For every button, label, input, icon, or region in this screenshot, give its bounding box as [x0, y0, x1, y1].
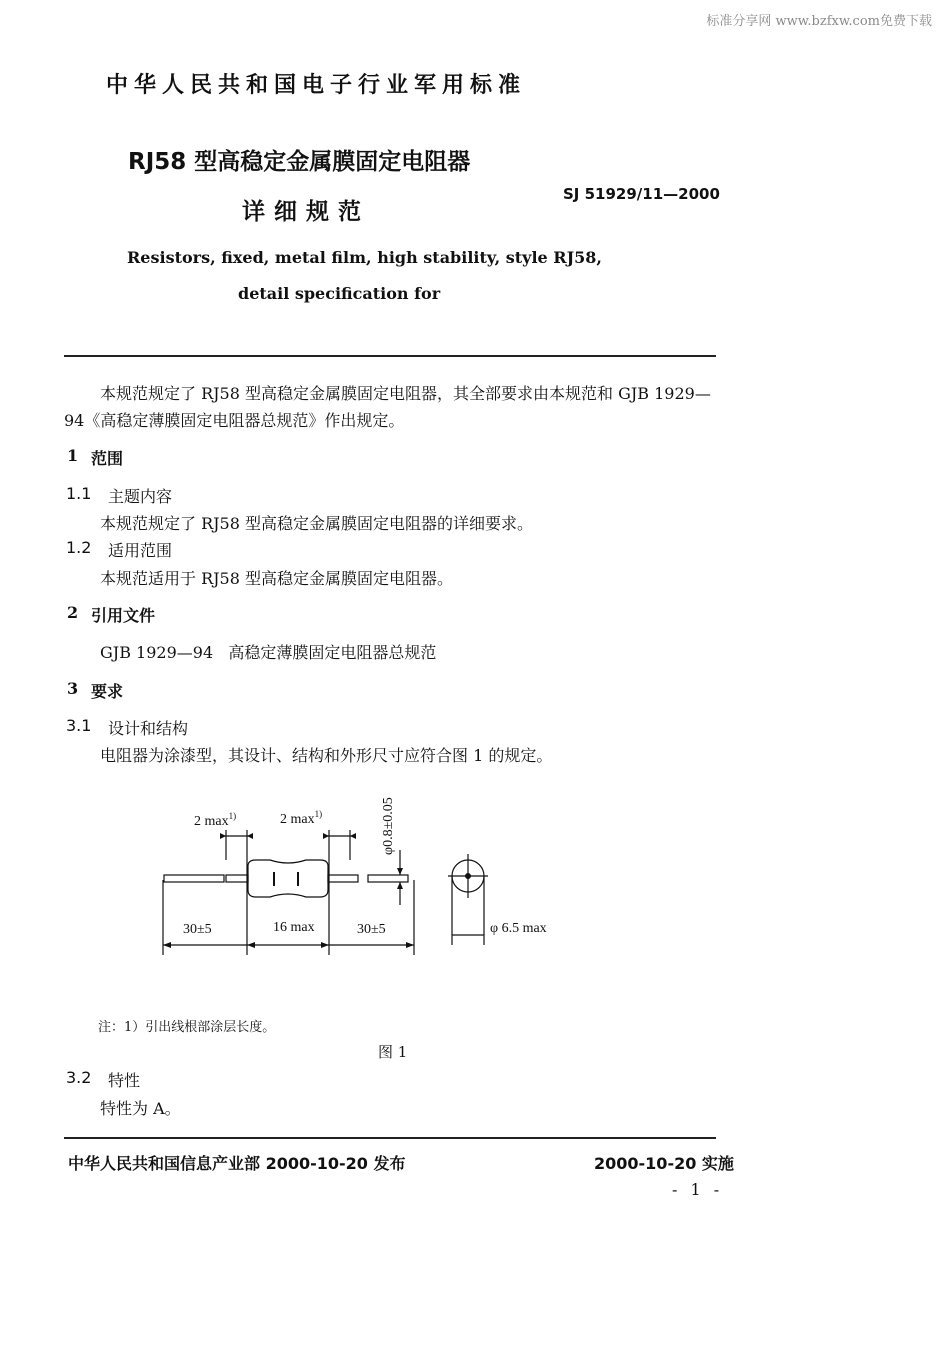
section-1-number: 1	[67, 446, 79, 465]
label-lead-left: 30±5	[183, 922, 212, 937]
english-title-line2: detail specification for	[238, 284, 441, 303]
section-3-1-text: 电阻器为涂漆型，其设计、结构和外形尺寸应符合图 1 的规定。	[100, 746, 553, 765]
figure-caption: 图 1	[378, 1043, 408, 1061]
arrow-a8	[350, 833, 356, 839]
section-1-2-text: 本规范适用于 RJ58 型高稳定金属膜固定电阻器。	[100, 569, 453, 588]
arrow-a6	[247, 833, 253, 839]
footer-divider	[64, 1137, 716, 1139]
arrow-a7	[323, 833, 329, 839]
section-3-2-text: 特性为 A。	[100, 1099, 181, 1118]
label-body-diameter: φ 6.5 max	[490, 921, 547, 936]
section-1-2-title: 适用范围	[108, 541, 173, 560]
intro-paragraph-line2: 94《高稳定薄膜固定电阻器总规范》作出规定。	[64, 411, 405, 430]
document-title-line2: 详细规范	[242, 199, 370, 225]
section-1-1-title: 主题内容	[108, 487, 173, 506]
label-body-length: 16 max	[273, 920, 315, 935]
label-lead-right: 30±5	[357, 922, 386, 937]
label-coat-right: 2 $\max^{1)}$	[280, 809, 323, 827]
resistor-body	[248, 860, 328, 897]
left-lead-outer	[164, 875, 224, 882]
arrow-a4	[406, 942, 414, 948]
watermark-text: 标准分享网 www.bzfxw.com免费下载	[706, 14, 932, 29]
section-3-2-title: 特性	[108, 1071, 141, 1090]
header-divider	[64, 355, 716, 357]
section-1-1-text: 本规范规定了 RJ58 型高稳定金属膜固定电阻器的详细要求。	[100, 514, 533, 533]
arrow-a1	[247, 942, 255, 948]
issue-statement: 中华人民共和国信息产业部 2000-10-20 发布	[68, 1154, 406, 1173]
left-lead-inner	[226, 875, 248, 882]
section-3-number: 3	[67, 679, 79, 698]
page-number: - 1 -	[672, 1180, 724, 1199]
lead-center-dot	[465, 873, 471, 879]
english-title-line1: Resistors, fixed, metal film, high stability, style RJ58,	[127, 248, 602, 267]
section-2-title: 引用文件	[91, 606, 156, 625]
arrow-a3	[163, 942, 171, 948]
effective-date: 2000-10-20 实施	[594, 1154, 734, 1173]
arrow-a5	[220, 833, 226, 839]
label-coat-left: 2 $\max^{1)}$	[194, 811, 237, 829]
section-3-1-number: 3.1	[66, 716, 92, 735]
right-lead-inner	[328, 875, 358, 882]
document-title-line1: RJ58 型高稳定金属膜固定电阻器	[128, 149, 471, 175]
right-lead-outer	[368, 875, 408, 882]
intro-paragraph-line1: 本规范规定了 RJ58 型高稳定金属膜固定电阻器，其全部要求由本规范和 GJB 1929—	[100, 384, 711, 403]
section-2-reference: GJB 1929—94 高稳定薄膜固定电阻器总规范	[100, 643, 437, 662]
section-1-2-number: 1.2	[66, 538, 92, 557]
figure-note: 注：1）引出线根部涂层长度。	[98, 1020, 276, 1035]
resistor-outline-drawing	[150, 780, 570, 970]
arrow-a9	[397, 868, 403, 875]
section-2-number: 2	[67, 603, 79, 622]
arrow-a2	[321, 942, 329, 948]
label-lead-diameter: φ0.8±0.05	[381, 797, 396, 855]
section-3-2-number: 3.2	[66, 1068, 92, 1087]
section-3-title: 要求	[91, 682, 124, 701]
section-3-1-title: 设计和结构	[108, 719, 189, 738]
issuing-body-title: 中华人民共和国电子行业军用标准	[106, 73, 527, 98]
section-1-title: 范围	[91, 449, 124, 468]
arrow-a10	[397, 882, 403, 889]
section-1-1-number: 1.1	[66, 484, 92, 503]
standard-code: SJ 51929/11—2000	[563, 185, 720, 203]
